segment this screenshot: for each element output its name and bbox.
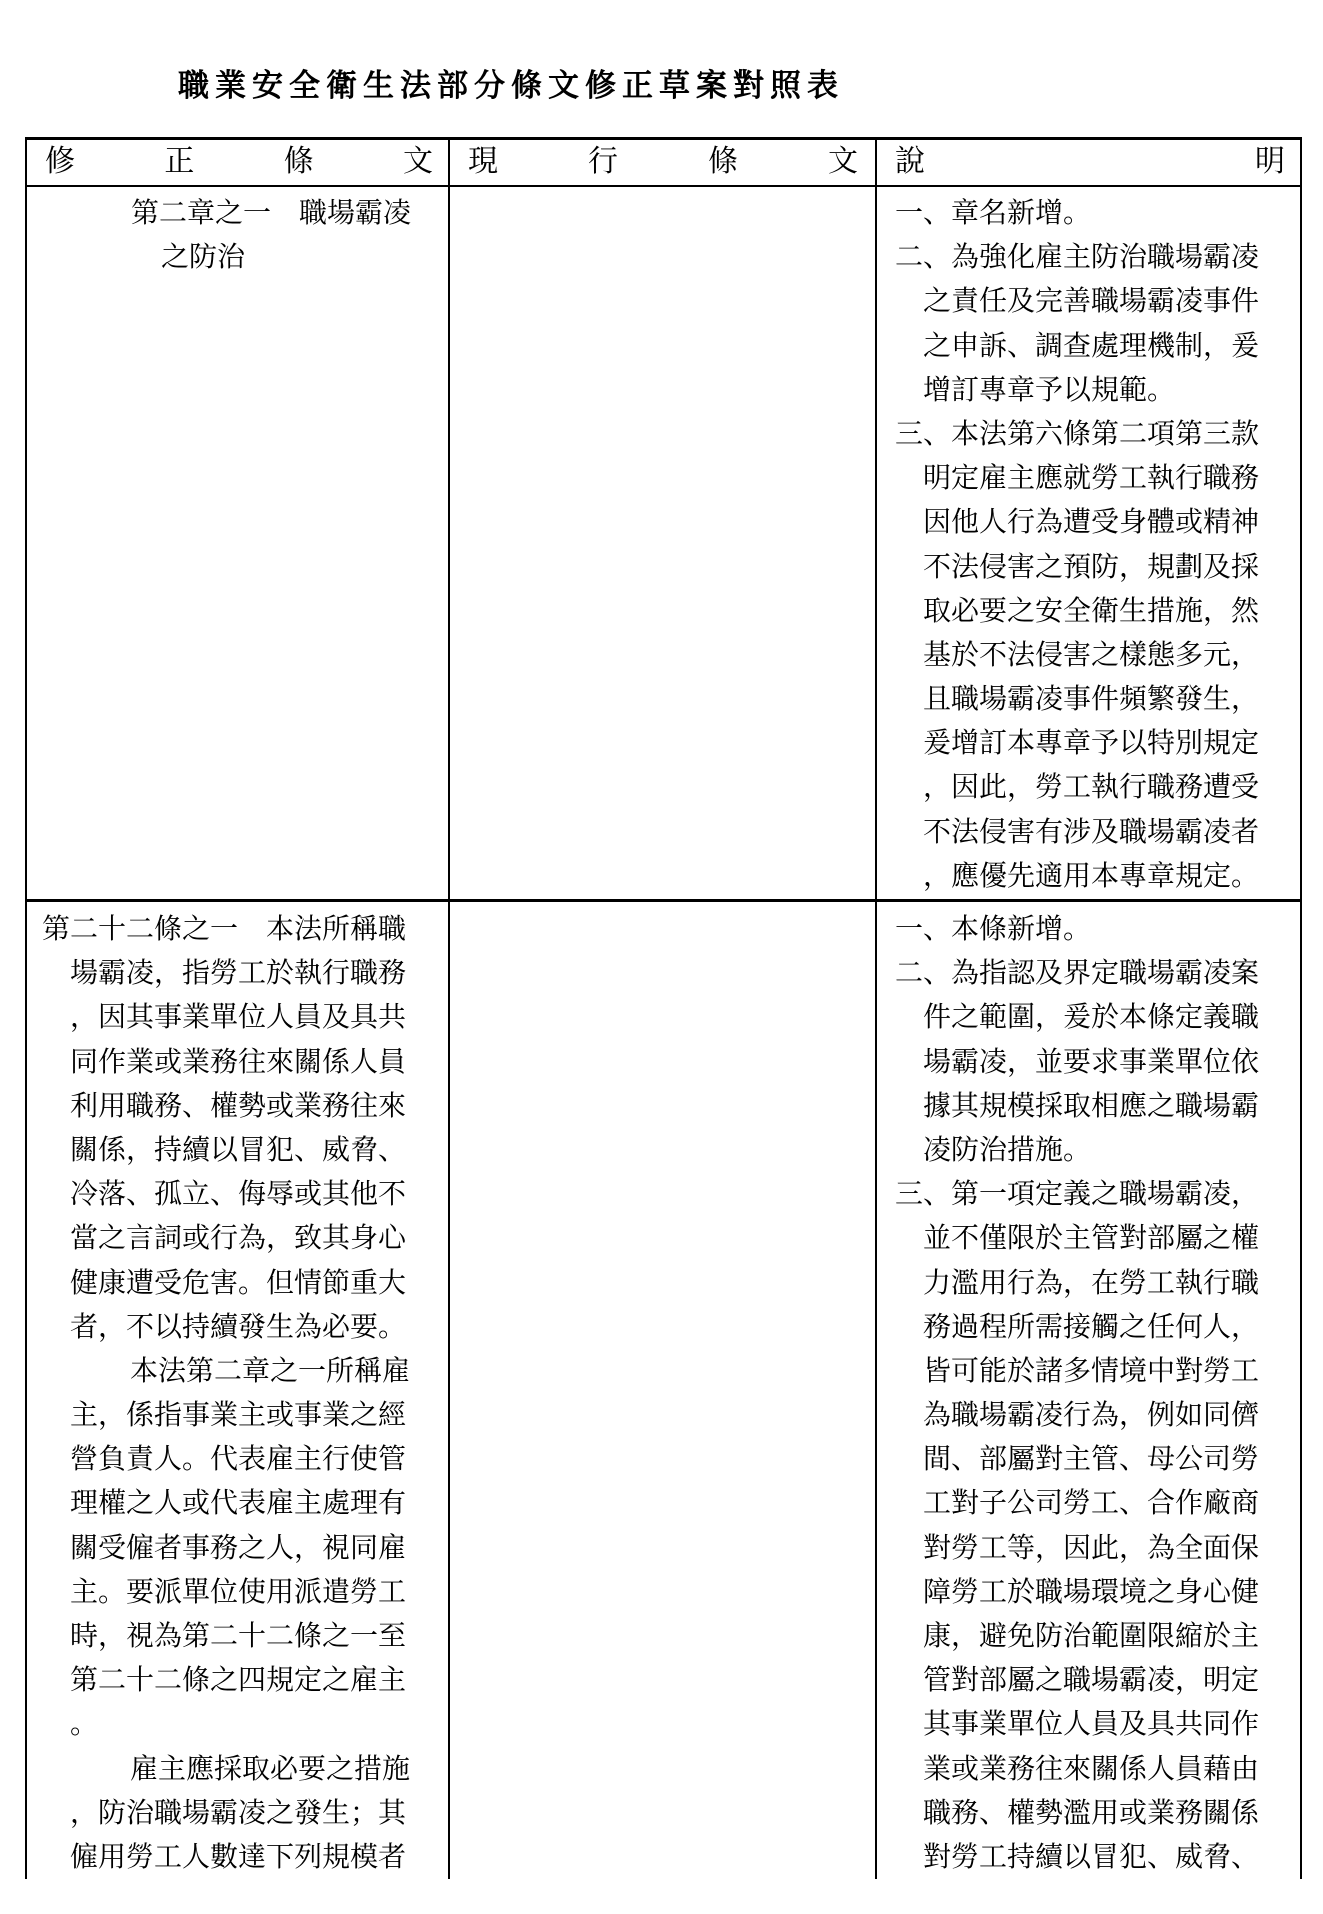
row1-explanation-cell (895, 191, 1295, 898)
text-line: 增訂專章予以規範。 (923, 372, 1176, 406)
header-char: 說 (895, 144, 925, 179)
text-line: 不法侵害之預防，規劃及採 (923, 549, 1260, 583)
text-line: 基於不法侵害之樣態多元， (923, 637, 1260, 671)
text-line: 工對子公司勞工、合作廠商 (923, 1486, 1260, 1520)
text-line: 關係，持續以冒犯、威脅、 (70, 1132, 407, 1166)
text-line: 同作業或業務往來關係人員 (70, 1044, 407, 1078)
text-line: 業或業務往來關係人員藉由 (923, 1751, 1260, 1785)
text-line: 對勞工等，因此，為全面保 (923, 1530, 1260, 1564)
text-line: 理權之人或代表雇主處理有 (70, 1486, 407, 1520)
text-line: 爰增訂本專章予以特別規定 (923, 726, 1260, 760)
text-line: 場霸凌，並要求事業單位依 (923, 1044, 1260, 1078)
text-line: 時，視為第二十二條之一至 (70, 1619, 407, 1652)
text-line: 主。要派單位使用派遣勞工 (70, 1574, 407, 1608)
text-line: 職務、權勢濫用或業務關係 (923, 1795, 1260, 1829)
text-line: 第二章之一 職場霸凌 (131, 196, 412, 229)
text-line: 者，不以持續發生為必要。 (70, 1309, 407, 1343)
row2-revised-cell (42, 907, 447, 1879)
text-line: 二、為指認及界定職場霸凌案 (895, 956, 1260, 990)
header-char: 文 (402, 144, 433, 179)
header-revised (45, 138, 433, 186)
text-line: ，防治職場霸凌之發生；其 (70, 1795, 407, 1829)
header-explanation (895, 138, 1285, 186)
row1-revised-cell (28, 191, 448, 279)
text-line: 一、本條新增。 (895, 912, 1092, 945)
text-line: 障勞工於職場環境之身心健 (923, 1574, 1260, 1608)
text-line: 場霸凌，指勞工於執行職務 (70, 956, 407, 990)
header-current (468, 138, 858, 186)
text-line: 據其規模採取相應之職場霸 (923, 1088, 1260, 1122)
text-line: 凌防治措施。 (923, 1132, 1092, 1166)
text-line: ，因此，勞工執行職務遭受 (923, 770, 1260, 804)
text-line: 雇主應採取必要之措施 (130, 1751, 411, 1785)
text-line: 利用職務、權勢或業務往來 (70, 1088, 407, 1122)
text-line: 冷落、孤立、侮辱或其他不 (70, 1177, 407, 1211)
text-line: ，因其事業單位人員及具共 (70, 1000, 407, 1034)
row-divider (25, 899, 1302, 902)
text-line: 管對部屬之職場霸凌，明定 (923, 1663, 1260, 1697)
text-line: 僱用勞工人數達下列規模者 (70, 1839, 407, 1873)
text-line: 之申訴、調查處理機制，爰 (923, 328, 1260, 362)
text-line: 。 (70, 1707, 99, 1741)
header-char: 明 (1255, 144, 1285, 179)
header-char: 條 (283, 144, 314, 179)
text-line: 健康遭受危害。但情節重大 (70, 1265, 407, 1299)
header-char: 條 (708, 144, 738, 179)
header-char: 現 (468, 144, 498, 179)
table-right-border (1300, 137, 1302, 1879)
table-left-border (25, 137, 27, 1879)
page-title: 職業安全衛生法部分條文修正草案對照表 (178, 68, 844, 104)
text-line: 關受僱者事務之人，視同雇 (70, 1530, 407, 1564)
text-line: 因他人行為遭受身體或精神 (923, 505, 1260, 539)
column-divider-2 (875, 137, 877, 1879)
header-char: 行 (588, 144, 618, 179)
text-line: 務過程所需接觸之任何人， (923, 1309, 1260, 1343)
text-line: 為職場霸凌行為，例如同儕 (923, 1398, 1260, 1432)
column-divider-1 (448, 137, 450, 1879)
text-line: 對勞工持續以冒犯、威脅、 (923, 1839, 1260, 1873)
text-line: 第二十二條之四規定之雇主 (70, 1663, 407, 1697)
text-line: 不法侵害有涉及職場霸凌者 (923, 814, 1260, 848)
text-line: 三、第一項定義之職場霸凌， (895, 1177, 1260, 1211)
text-line: 取必要之安全衛生措施，然 (923, 593, 1260, 627)
text-line: 一、章名新增。 (895, 196, 1092, 229)
text-line: 力濫用行為，在勞工執行職 (923, 1265, 1260, 1299)
text-line: 之責任及完善職場霸凌事件 (923, 284, 1260, 318)
text-line: 第二十二條之一 本法所稱職 (42, 912, 407, 945)
text-line: 之防治 (161, 240, 246, 274)
text-line: 康，避免防治範圍限縮於主 (923, 1619, 1260, 1652)
text-line: 三、本法第六條第二項第三款 (895, 416, 1260, 450)
header-char: 文 (828, 144, 858, 179)
text-line: 件之範圍，爰於本條定義職 (923, 1000, 1260, 1034)
text-line: 並不僅限於主管對部屬之權 (923, 1221, 1260, 1255)
row2-explanation-cell (895, 907, 1295, 1879)
header-char: 正 (164, 144, 195, 179)
text-line: 且職場霸凌事件頻繁發生， (923, 682, 1260, 716)
text-line: 當之言詞或行為，致其身心 (70, 1221, 407, 1255)
text-line: 皆可能於諸多情境中對勞工 (923, 1353, 1260, 1387)
text-line: 主，係指事業主或事業之經 (70, 1398, 407, 1432)
text-line: 二、為強化雇主防治職場霸凌 (895, 240, 1260, 274)
text-line: 本法第二章之一所稱雇 (130, 1353, 411, 1387)
text-line: 其事業單位人員及具共同作 (923, 1707, 1260, 1741)
text-line: 營負責人。代表雇主行使管 (70, 1442, 407, 1476)
header-char: 修 (45, 144, 75, 179)
text-line: 明定雇主應就勞工執行職務 (923, 461, 1260, 495)
text-line: ，應優先適用本專章規定。 (923, 858, 1260, 892)
text-line: 間、部屬對主管、母公司勞 (923, 1442, 1260, 1476)
